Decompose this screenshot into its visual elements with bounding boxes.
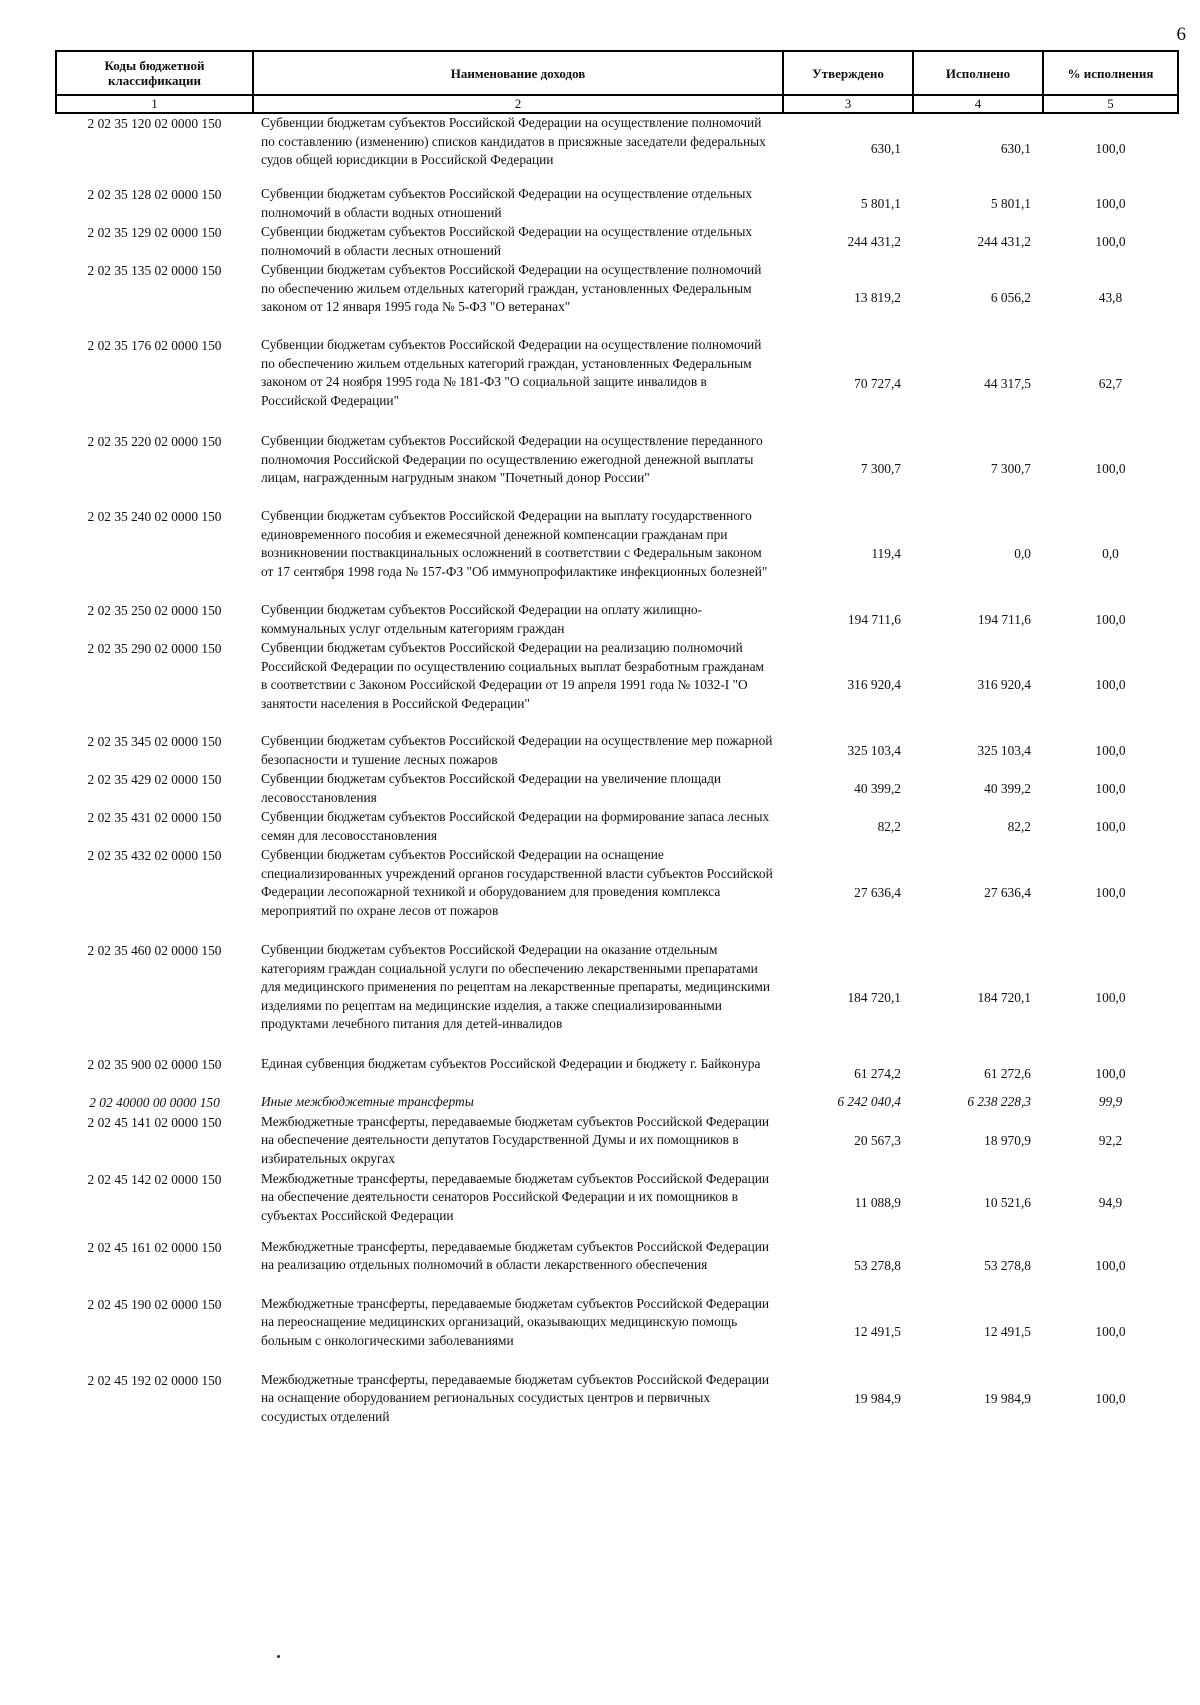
table-row [56, 336, 1178, 432]
row-approved: 325 103,4 [847, 742, 901, 758]
row-code: 2 02 35 128 02 0000 150 [87, 187, 222, 202]
row-name: Субвенции бюджетам субъектов Российской Федерации на реализацию полномочий Российской Федерации по осуществлению социальных выплат безработным гражданам в соответствии с Законом Российской Федерации от 19 апреля 1991 года № 1032-I "О занятости населения в Российской Федерации" [261, 640, 765, 711]
row-name: Межбюджетные трансферты, передаваемые бюджетам субъектов Российской Федерации на обеспечение деятельности депутатов Государственной Думы и их помощников в избирательных округах [261, 1113, 770, 1166]
row-executed: 27 636,4 [984, 885, 1031, 901]
row-executed: 12 491,5 [984, 1324, 1031, 1340]
header-executed: Исполнено [913, 51, 1043, 95]
row-code: 2 02 35 432 02 0000 150 [87, 848, 222, 863]
row-percent: 43,8 [1098, 290, 1123, 306]
row-approved: 70 727,4 [854, 375, 901, 391]
row-name: Межбюджетные трансферты, передаваемые бюджетам субъектов Российской Федерации на переоснащение медицинских организаций, оказывающих медицинскую помощь больным с онкологическими заболеваниями [261, 1295, 770, 1348]
revenue-table-container [55, 50, 1177, 1428]
row-name: Межбюджетные трансферты, передаваемые бюджетам субъектов Российской Федерации на обеспечение деятельности сенаторов Российской Федерации и их помощников в субъектах Российской Федерации [261, 1170, 770, 1223]
row-name: Субвенции бюджетам субъектов Российской Федерации на оснащение специализированных учреждений органов государственной власти субъектов Российской Федерации лесопожарной техникой и оборудованием для проведения комплекса мероприятий по охране лесов от пожаров [261, 847, 773, 918]
row-percent: 100,0 [1095, 885, 1126, 901]
row-approved: 194 711,6 [847, 611, 901, 627]
row-executed: 82,2 [1007, 818, 1031, 834]
row-approved: 7 300,7 [860, 461, 901, 477]
row-approved: 12 491,5 [854, 1324, 901, 1340]
page-number: 6 [1176, 24, 1186, 45]
row-percent: 100,0 [1095, 195, 1126, 211]
row-percent: 100,0 [1095, 461, 1126, 477]
row-approved: 27 636,4 [854, 885, 901, 901]
table-row [56, 1093, 1178, 1113]
row-code: 2 02 45 190 02 0000 150 [87, 1296, 222, 1312]
row-executed: 184 720,1 [977, 989, 1031, 1005]
row-approved: 53 278,8 [854, 1257, 901, 1273]
row-executed: 6 056,2 [990, 290, 1031, 306]
table-row [56, 808, 1178, 846]
table-row [56, 1238, 1178, 1295]
row-name: Субвенции бюджетам субъектов Российской Федерации на формирование запаса лесных семян для лесовосстановления [261, 809, 770, 843]
row-code: 2 02 35 345 02 0000 150 [87, 734, 222, 749]
table-row [56, 941, 1178, 1055]
table-row [56, 1295, 1178, 1371]
row-approved: 82,2 [877, 818, 901, 834]
row-executed: 7 300,7 [990, 461, 1031, 477]
row-name: Субвенции бюджетам субъектов Российской Федерации на увеличение площади лесовосстановления [261, 771, 722, 805]
row-percent: 100,0 [1095, 141, 1126, 157]
column-number: 3 [783, 95, 913, 113]
row-name: Иные межбюджетные трансферты [261, 1094, 474, 1109]
row-approved: 5 801,1 [860, 195, 901, 211]
table-row [56, 639, 1178, 732]
row-approved: 19 984,9 [854, 1390, 901, 1406]
row-name: Субвенции бюджетам субъектов Российской Федерации на осуществление переданного полномочия Российской Федерации по осуществлению ежегодной денежной выплаты лицам, награжденным нагрудным знаком "Почетный донор России" [261, 433, 763, 485]
row-executed: 244 431,2 [977, 233, 1031, 249]
row-approved: 11 088,9 [854, 1195, 901, 1211]
row-percent: 100,0 [1095, 1324, 1126, 1340]
row-code: 2 02 35 429 02 0000 150 [87, 772, 222, 787]
row-percent: 94,9 [1098, 1195, 1123, 1211]
row-code: 2 02 45 192 02 0000 150 [87, 1372, 222, 1388]
table-row [56, 601, 1178, 639]
row-percent: 100,0 [1095, 611, 1126, 627]
header-name: Наименование доходов [253, 51, 783, 95]
row-percent: 100,0 [1095, 1390, 1126, 1406]
row-approved: 184 720,1 [847, 989, 901, 1005]
row-approved: 119,4 [871, 545, 901, 561]
row-code: 2 02 35 220 02 0000 150 [87, 434, 222, 449]
row-percent: 100,0 [1095, 742, 1126, 758]
row-approved: 40 399,2 [854, 780, 901, 796]
row-executed: 5 801,1 [990, 195, 1031, 211]
row-executed: 316 920,4 [977, 677, 1031, 693]
row-name: Субвенции бюджетам субъектов Российской Федерации на осуществление отдельных полномочий в области водных отношений [261, 186, 753, 220]
table-row [56, 1170, 1178, 1238]
table-row [56, 1371, 1178, 1428]
row-code: 2 02 35 240 02 0000 150 [87, 509, 222, 524]
row-code: 2 02 35 290 02 0000 150 [87, 641, 222, 656]
header-approved: Утверждено [783, 51, 913, 95]
table-row [56, 770, 1178, 808]
row-percent: 100,0 [1095, 1257, 1126, 1273]
row-name: Межбюджетные трансферты, передаваемые бюджетам субъектов Российской Федерации на реализацию отдельных полномочий в области лекарственного обеспечения [261, 1238, 770, 1272]
row-executed: 630,1 [1000, 141, 1031, 157]
table-row [56, 223, 1178, 261]
row-name: Субвенции бюджетам субъектов Российской Федерации на осуществление полномочий по составлению (изменению) списков кандидатов в присяжные заседатели федеральных судов общей юрисдикции в Российской Федерации [261, 115, 766, 167]
row-approved: 13 819,2 [854, 290, 901, 306]
row-name: Межбюджетные трансферты, передаваемые бюджетам субъектов Российской Федерации на оснащение оборудованием региональных сосудистых центров и первичных сосудистых отделений [261, 1371, 770, 1424]
row-executed: 194 711,6 [977, 611, 1031, 627]
row-name: Субвенции бюджетам субъектов Российской Федерации на осуществление мер пожарной безопасности и тушение лесных пожаров [261, 733, 773, 767]
row-percent: 100,0 [1095, 1065, 1126, 1081]
column-number: 2 [253, 95, 783, 113]
row-approved: 61 274,2 [854, 1065, 901, 1081]
row-executed: 18 970,9 [984, 1132, 1031, 1148]
row-approved: 316 920,4 [847, 677, 901, 693]
row-percent: 100,0 [1095, 233, 1126, 249]
table-row [56, 432, 1178, 507]
row-executed: 40 399,2 [984, 780, 1031, 796]
row-code: 2 02 35 460 02 0000 150 [87, 943, 222, 958]
header-percent: % исполнения [1043, 51, 1178, 95]
table-row [56, 846, 1178, 941]
row-code: 2 02 35 900 02 0000 150 [87, 1057, 222, 1072]
row-code: 2 02 35 431 02 0000 150 [87, 810, 222, 825]
table-row [56, 113, 1178, 185]
table-header-row [56, 51, 1178, 95]
column-number-row [56, 95, 1178, 113]
row-name: Субвенции бюджетам субъектов Российской Федерации на выплату государственного единовременного пособия и ежемесячной денежной компенсации гражданам при возникновении поствакцинальных осложнений в соответствии с Федеральным законом от 17 сентября 1998 года № 157-ФЗ "Об иммунопрофилактике инфекционных болезней" [261, 508, 768, 579]
scan-speck [277, 1655, 280, 1658]
row-approved: 244 431,2 [847, 233, 901, 249]
row-code: 2 02 35 129 02 0000 150 [87, 225, 222, 240]
column-number: 1 [56, 95, 253, 113]
row-percent: 100,0 [1095, 677, 1126, 693]
table-row [56, 507, 1178, 601]
row-approved: 6 242 040,4 [837, 1094, 901, 1109]
row-code: 2 02 45 142 02 0000 150 [87, 1171, 222, 1187]
row-executed: 6 238 228,3 [967, 1094, 1031, 1109]
row-percent: 92,2 [1098, 1132, 1123, 1148]
row-name: Субвенции бюджетам субъектов Российской Федерации на оплату жилищно-коммунальных услуг отдельным категориям граждан [261, 602, 703, 636]
table-row [56, 185, 1178, 223]
table-row [56, 1113, 1178, 1170]
row-executed: 61 272,6 [984, 1065, 1031, 1081]
table-body [56, 113, 1178, 1428]
table-row [56, 261, 1178, 336]
row-executed: 19 984,9 [984, 1390, 1031, 1406]
row-code: 2 02 35 250 02 0000 150 [87, 603, 222, 618]
row-executed: 0,0 [1014, 545, 1031, 561]
row-executed: 10 521,6 [984, 1195, 1031, 1211]
table-row [56, 1055, 1178, 1093]
row-percent: 100,0 [1095, 989, 1126, 1005]
row-code: 2 02 35 176 02 0000 150 [87, 338, 222, 353]
column-number: 5 [1043, 95, 1178, 113]
row-executed: 53 278,8 [984, 1257, 1031, 1273]
row-name: Единая субвенция бюджетам субъектов Российской Федерации и бюджету г. Байконура [261, 1056, 761, 1071]
row-code: 2 02 35 120 02 0000 150 [87, 116, 222, 131]
row-name: Субвенции бюджетам субъектов Российской Федерации на осуществление полномочий по обеспечению жильем отдельных категорий граждан, установленных Федеральным законом от 12 января 1995 года № 5-ФЗ "О ветеранах" [261, 262, 762, 314]
table-row [56, 732, 1178, 770]
row-percent: 99,9 [1098, 1094, 1123, 1109]
row-executed: 44 317,5 [984, 375, 1031, 391]
row-name: Субвенции бюджетам субъектов Российской Федерации на осуществление полномочий по обеспечению жильем отдельных категорий граждан, установленных Федеральным законом от 24 ноября 1995 года № 181-ФЗ "О социальной защите инвалидов в Российской Федерации" [261, 337, 762, 408]
header-code: Коды бюджетной классификации [56, 51, 253, 95]
row-approved: 20 567,3 [854, 1132, 901, 1148]
row-executed: 325 103,4 [977, 742, 1031, 758]
row-percent: 100,0 [1095, 818, 1126, 834]
row-name: Субвенции бюджетам субъектов Российской Федерации на осуществление отдельных полномочий в области лесных отношений [261, 224, 753, 258]
row-percent: 62,7 [1098, 375, 1123, 391]
row-code: 2 02 35 135 02 0000 150 [87, 263, 222, 278]
row-percent: 100,0 [1095, 780, 1126, 796]
row-code: 2 02 45 161 02 0000 150 [87, 1239, 222, 1255]
row-code: 2 02 40000 00 0000 150 [89, 1095, 220, 1110]
row-code: 2 02 45 141 02 0000 150 [87, 1114, 222, 1130]
column-number: 4 [913, 95, 1043, 113]
row-approved: 630,1 [870, 141, 901, 157]
revenue-table [55, 50, 1179, 1428]
row-name: Субвенции бюджетам субъектов Российской Федерации на оказание отдельным категориям граждан социальной услуги по обеспечению лекарственными препаратами для медицинского применения по рецептам на лекарственные препараты, медицинскими изделиями по рецептам на медицинские изделия, а также специализированными продуктами лечебного питания для детей-инвалидов [261, 942, 771, 1031]
row-percent: 0,0 [1102, 545, 1119, 561]
